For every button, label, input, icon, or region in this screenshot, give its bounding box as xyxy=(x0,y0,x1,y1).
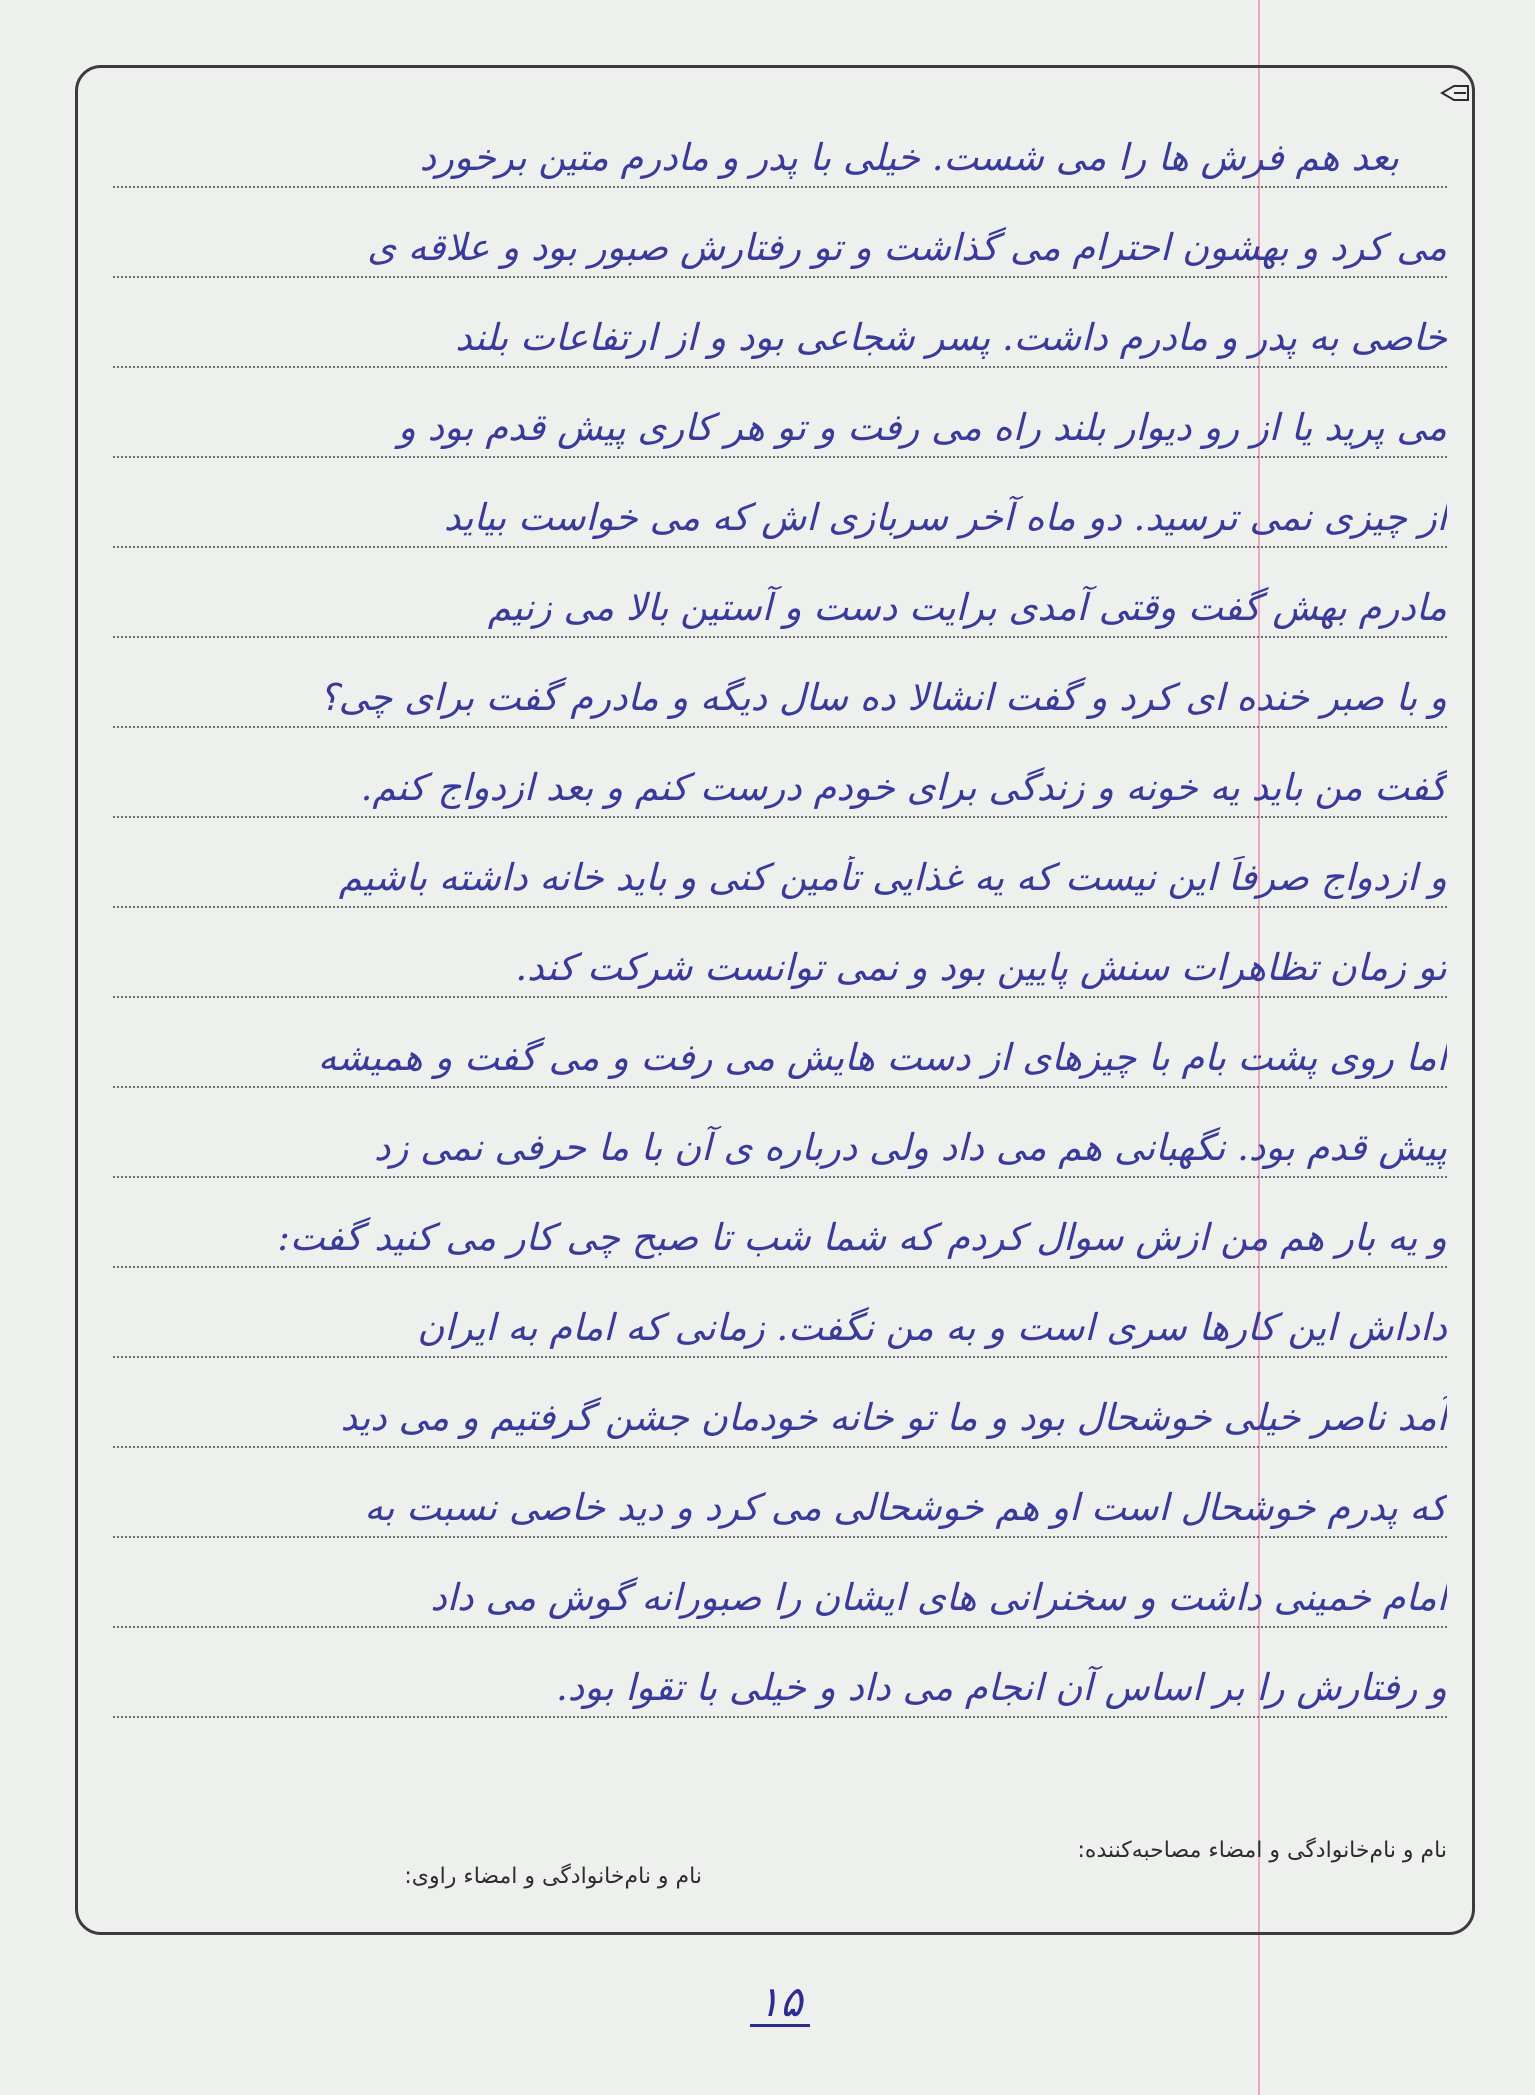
handwritten-line-text: داداش این کارها سری است و به من نگفت. زمانی که امام به ایران xyxy=(417,1306,1447,1349)
handwritten-line xyxy=(113,908,1447,998)
handwritten-line-text: می پرید یا از رو دیوار بلند راه می رفت و تو هر کاری پیش قدم بود و xyxy=(397,406,1447,449)
handwritten-lines xyxy=(113,98,1447,1718)
handwritten-line-text: تو زمان تظاهرات سنش پایین بود و نمی توانست شرکت کند. xyxy=(515,946,1447,989)
handwritten-line-text: آمد ناصر خیلی خوشحال بود و ما تو خانه خودمان جشن گرفتیم و می دید xyxy=(340,1396,1447,1439)
handwritten-line xyxy=(113,1088,1447,1178)
handwritten-line xyxy=(113,548,1447,638)
signature-footer xyxy=(113,1838,1447,1898)
handwritten-line-text: می کرد و بهشون احترام می گذاشت و تو رفتارش صبور بود و علاقه ی xyxy=(367,226,1447,269)
handwriting-frame xyxy=(75,65,1475,1935)
handwritten-line-text: خاصی به پدر و مادرم داشت. پسر شجاعی بود و از ارتفاعات بلند xyxy=(455,316,1447,359)
page-number: ۱۵ xyxy=(750,1980,810,2027)
handwritten-line xyxy=(113,728,1447,818)
handwritten-line xyxy=(113,1538,1447,1628)
handwritten-line xyxy=(113,278,1447,368)
handwritten-line xyxy=(113,638,1447,728)
handwritten-line-text: بعد هم فرش ها را می شست. خیلی با پدر و مادرم متین برخورد xyxy=(419,136,1399,179)
handwritten-line-text: و رفتارش را بر اساس آن انجام می داد و خیلی با تقوا بود. xyxy=(556,1666,1447,1709)
handwritten-line-text: گفت من باید یه خونه و زندگی برای خودم درست کنم و بعد ازدواج کنم. xyxy=(360,766,1447,809)
narrator-signature-label: نام و نام‌خانوادگی و امضاء راوی: xyxy=(404,1864,702,1889)
handwritten-line xyxy=(113,1268,1447,1358)
handwritten-line xyxy=(113,368,1447,458)
handwritten-line xyxy=(113,1448,1447,1538)
handwritten-line-text: که پدرم خوشحال است او هم خوشحالی می کرد و دید خاصی نسبت به xyxy=(364,1486,1447,1529)
handwritten-line xyxy=(113,818,1447,908)
handwritten-line xyxy=(113,998,1447,1088)
handwritten-line xyxy=(113,98,1447,188)
handwritten-line-text: اما روی پشت بام با چیزهای از دست هایش می رفت و می گفت و همیشه xyxy=(317,1036,1447,1079)
handwritten-line-text: و ازدواج صرفاً این نیست که یه غذایی تأمین کنی و باید خانه داشته باشیم xyxy=(338,856,1447,899)
handwritten-line-text: از چیزی نمی ترسید. دو ماه آخر سربازی اش که می خواست بیاید xyxy=(443,496,1447,539)
handwritten-line xyxy=(113,1358,1447,1448)
handwritten-line xyxy=(113,458,1447,548)
handwritten-line xyxy=(113,1628,1447,1718)
handwritten-line xyxy=(113,188,1447,278)
handwritten-line-text: پیش قدم بود. نگهبانی هم می داد ولی درباره ی آن با ما حرفی نمی زد xyxy=(373,1126,1447,1169)
handwritten-line-text: امام خمینی داشت و سخنرانی های ایشان را صبورانه گوش می داد xyxy=(430,1576,1447,1619)
interviewer-signature-label: نام و نام‌خانوادگی و امضاء مصاحبه‌کننده: xyxy=(1077,1838,1447,1863)
handwritten-line-text: مادرم بهش گفت وقتی آمدی برایت دست و آستین بالا می زنیم xyxy=(487,586,1447,629)
handwritten-line xyxy=(113,1178,1447,1268)
handwritten-line-text: و یه بار هم من ازش سوال کردم که شما شب تا صبح چی کار می کنید گفت: xyxy=(277,1216,1447,1259)
handwritten-line-text: و با صبر خنده ای کرد و گفت انشالا ده سال دیگه و مادرم گفت برای چی؟ xyxy=(319,676,1447,719)
